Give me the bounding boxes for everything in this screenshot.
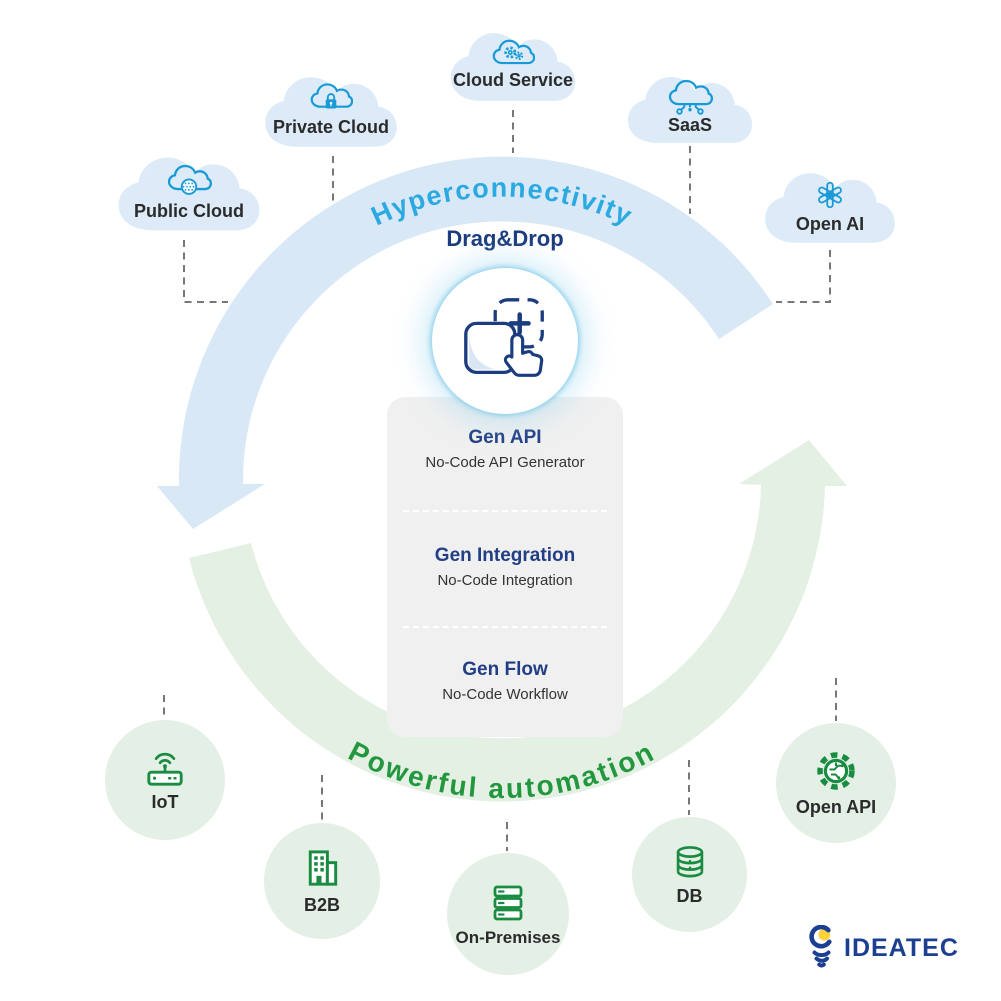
module-name: Gen API bbox=[468, 427, 542, 448]
module-desc: No-Code Integration bbox=[437, 572, 573, 589]
cloud-node-open-ai bbox=[760, 166, 900, 250]
module-gen-integration bbox=[387, 545, 623, 589]
module-gen-api bbox=[387, 427, 623, 471]
modules-panel bbox=[387, 397, 623, 737]
cloud-label: Private Cloud bbox=[272, 117, 390, 137]
drag-drop-icon bbox=[456, 292, 554, 390]
drag-drop-title: Drag&Drop bbox=[446, 226, 564, 251]
drag-drop-badge bbox=[432, 268, 578, 414]
module-desc: No-Code API Generator bbox=[425, 454, 585, 471]
ideatec-logo bbox=[806, 925, 959, 971]
endpoint-label: B2B bbox=[303, 894, 340, 915]
cloud-label: Cloud Service bbox=[452, 70, 574, 90]
module-gen-flow bbox=[387, 659, 623, 703]
cloud-node-public-cloud bbox=[113, 150, 265, 238]
database-icon bbox=[669, 843, 711, 883]
panel-separator bbox=[403, 626, 607, 628]
cloud-label: Public Cloud bbox=[134, 201, 244, 221]
b2b-building-icon bbox=[301, 847, 343, 892]
iot-router-icon bbox=[141, 747, 189, 789]
ideatec-bulb-icon bbox=[806, 925, 836, 971]
module-name: Gen Flow bbox=[462, 659, 548, 680]
module-desc: No-Code Workflow bbox=[442, 686, 568, 703]
connector-open-ai bbox=[776, 250, 830, 302]
private-cloud-lock-icon bbox=[309, 80, 353, 116]
public-cloud-globe-icon bbox=[166, 162, 212, 200]
module-name: Gen Integration bbox=[434, 545, 576, 566]
api-gear-icon bbox=[813, 748, 859, 794]
server-stack-icon bbox=[487, 881, 529, 925]
endpoint-iot bbox=[105, 720, 225, 840]
endpoint-on-premises bbox=[447, 853, 569, 975]
cloud-label: Open AI bbox=[795, 214, 865, 234]
endpoint-label: On-Premises bbox=[455, 927, 561, 947]
hyperconnectivity-arc-title-text: Hyperconnectivity bbox=[366, 172, 638, 232]
endpoint-label: DB bbox=[676, 885, 703, 906]
cloud-node-saas bbox=[623, 70, 757, 150]
panel-separator bbox=[403, 510, 607, 512]
saas-network-icon bbox=[667, 77, 713, 117]
endpoint-db bbox=[632, 817, 747, 932]
endpoint-label: Open API bbox=[795, 797, 877, 817]
endpoint-b2b bbox=[264, 823, 380, 939]
endpoint-label: IoT bbox=[151, 792, 179, 812]
cloud-service-gears-icon bbox=[491, 36, 535, 69]
automation-arc-title-text: Powerful automation bbox=[343, 735, 661, 805]
connector-public-cloud bbox=[184, 240, 228, 302]
cloud-label: SaaS bbox=[667, 115, 713, 135]
ideatec-logo-text: IDEATEC bbox=[844, 933, 959, 962]
cloud-node-cloud-service bbox=[446, 26, 580, 108]
openai-logo-icon bbox=[812, 177, 848, 213]
cloud-node-private-cloud bbox=[260, 70, 402, 154]
endpoint-open-api bbox=[776, 723, 896, 843]
